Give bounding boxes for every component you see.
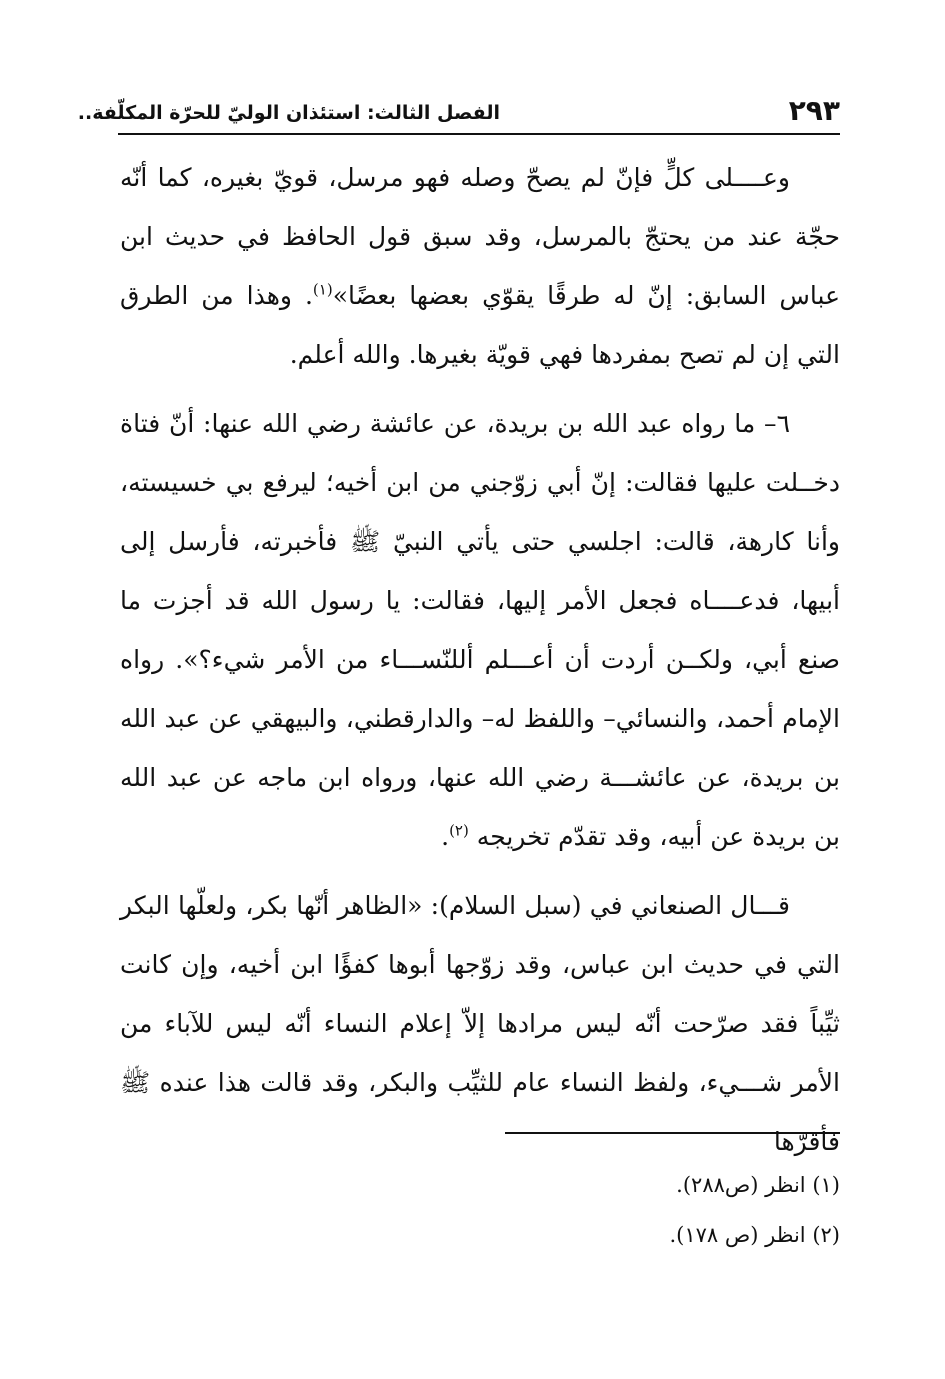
paragraph [120, 876, 840, 1171]
paragraph-text: . وهذا من الطرق التي إن لم تصح بمفردها فهي قويّة بغيرها. والله أعلم. [120, 281, 840, 369]
paragraph-text: وعــــلى كلٍّ فإنّ لم يصحّ وصله فهو مرسل، قويّ بغيره، كما أنّه حجّة عند من يحتجّ بالمرسل، وقد سبق قول الحافظ في حديث ابن عباس السابق: إنّ له طرقًا يقوّي بعضها بعضًا» [120, 163, 840, 310]
footnote: (١) انظر (ص٢٨٨). [676, 1173, 840, 1197]
header-rule [118, 133, 840, 135]
page-header [77, 92, 840, 132]
footnote-rule [505, 1132, 840, 1134]
paragraph-text: ٦– ما رواه عبد الله بن بريدة، عن عائشة رضي الله عنها: أنّ فتاة دخــلت عليها فقالت: إنّ أبي زوّجني من ابن أخيه؛ ليرفع بي خسيسته، وأنا كارهة، قالت: اجلسي حتى يأتي النبيّ ﷺ فأخبرته، فأرسل إلى أبيها، فدعــــاه فجعل الأمر إليها، فقالت: يا رسول الله قد أجزت ما صنع أبي، ولكــن أردت أن أعـــلم أللنّســـاء من الأمر شيء؟». رواه الإمام أحمد، والنسائي– واللفظ له– والدارقطني، والبيهقي عن عبد الله بن بريدة، عن عائشـــة رضي الله عنها، ورواه ابن ماجه عن عبد الله بن بريدة عن أبيه، وقد تقدّم تخريجه [120, 409, 840, 851]
body-text [120, 148, 840, 1171]
paragraph-text: . [441, 822, 450, 851]
paragraph [120, 148, 840, 384]
page-number: ٢٩٣ [788, 94, 840, 127]
footnote: (٢) انظر (ص ١٧٨). [669, 1223, 840, 1247]
paragraph-text: قـــال الصنعاني في (سبل السلام): «الظاهر أنّها بكر، ولعلّها البكر التي في حديث ابن عباس، وقد زوّجها أبوها كفؤًا ابن أخيه، وإن كانت ثيِّباً فقد صرّحت أنّه ليس مرادها إلاّ إعلام النساء أنّه ليس للآباء من الأمر شـــيء، ولفظ النساء عام للثيِّب والبكر، وقد قالت هذا عنده ﷺ فأقرّها [120, 891, 840, 1156]
footnote-reference: (٢) [449, 821, 469, 840]
running-head: الفصل الثالث: استئذان الوليّ للحرّة المكلّفة.. [77, 102, 500, 124]
footnotes [500, 1160, 840, 1260]
footnote-reference: (١) [312, 280, 333, 299]
paragraph [120, 394, 840, 866]
